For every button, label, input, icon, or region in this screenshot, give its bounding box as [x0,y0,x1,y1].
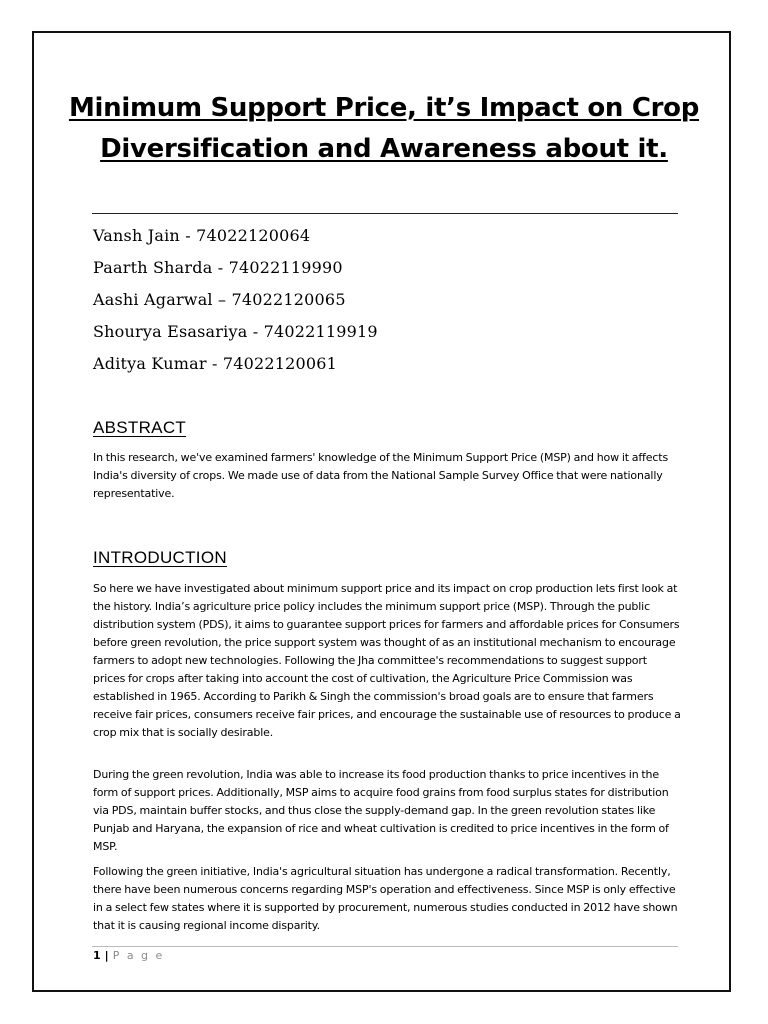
page-label: P a g e [112,949,165,962]
abstract-heading: ABSTRACT [93,418,187,437]
author-item: Paarth Sharda - 74022119990 [93,258,343,277]
author-list [93,223,378,383]
abstract-text: In this research, we've examined farmers' knowledge of the Minimum Support Price (MSP) and how it affects India's diversity of crops. We made use of data from the National Sample Survey Office that were nationally representative. [93,451,669,500]
page-footer [93,949,164,963]
introduction-paragraph-2: During the green revolution, India was able to increase its food production thanks to price incentives in the form of support prices. Additionally, MSP aims to acquire food grains from food surplus states for distribution via PDS, maintain buffer stocks, and thus close the supply-demand gap. In the green revolution states like Punjab and Haryana, the expansion of rice and wheat cultivation is credited to price incentives in the form of MSP. [93,768,669,853]
footer-divider [92,946,678,947]
introduction-paragraph-3: Following the green initiative, India's agricultural situation has undergone a radical transformation. Recently, there have been numerous concerns regarding MSP's operation and effectiveness. Since MSP is only effective in a select few states where it is supported by procurement, numerous studies conducted in 2012 have shown that it is causing regional income disparity. [93,865,678,932]
page-number: 1 [93,949,101,962]
document-title: Minimum Support Price, it’s Impact on Crop Diversification and Awareness about it. [68,93,700,164]
title-divider [92,213,678,214]
author-item: Vansh Jain - 74022120064 [93,226,311,245]
introduction-paragraph-1: So here we have investigated about minimum support price and its impact on crop production lets first look at the history. India’s agriculture price policy includes the minimum support price (MSP). Through the public distribution system (PDS), it aims to guarantee support prices for farmers and affordable prices for Consumers before green revolution, the price support system was thought of as an institutional mechanism to encourage farmers to adopt new technologies. Following the Jha committee's recommendations to suggest support prices for crops after taking into account the cost of cultivation, the Agriculture Price Commission was established in 1965. According to Parikh & Singh the commission's broad goals are to ensure that farmers receive fair prices, consumers receive fair prices, and encourage the sustainable use of resources to produce a crop mix that is socially desirable. [93,582,681,739]
author-item: Aashi Agarwal – 74022120065 [93,290,346,309]
author-item: Shourya Esasariya - 74022119919 [93,322,378,341]
footer-separator: | [104,949,109,962]
introduction-heading: INTRODUCTION [93,548,227,567]
author-item: Aditya Kumar - 74022120061 [93,354,338,373]
